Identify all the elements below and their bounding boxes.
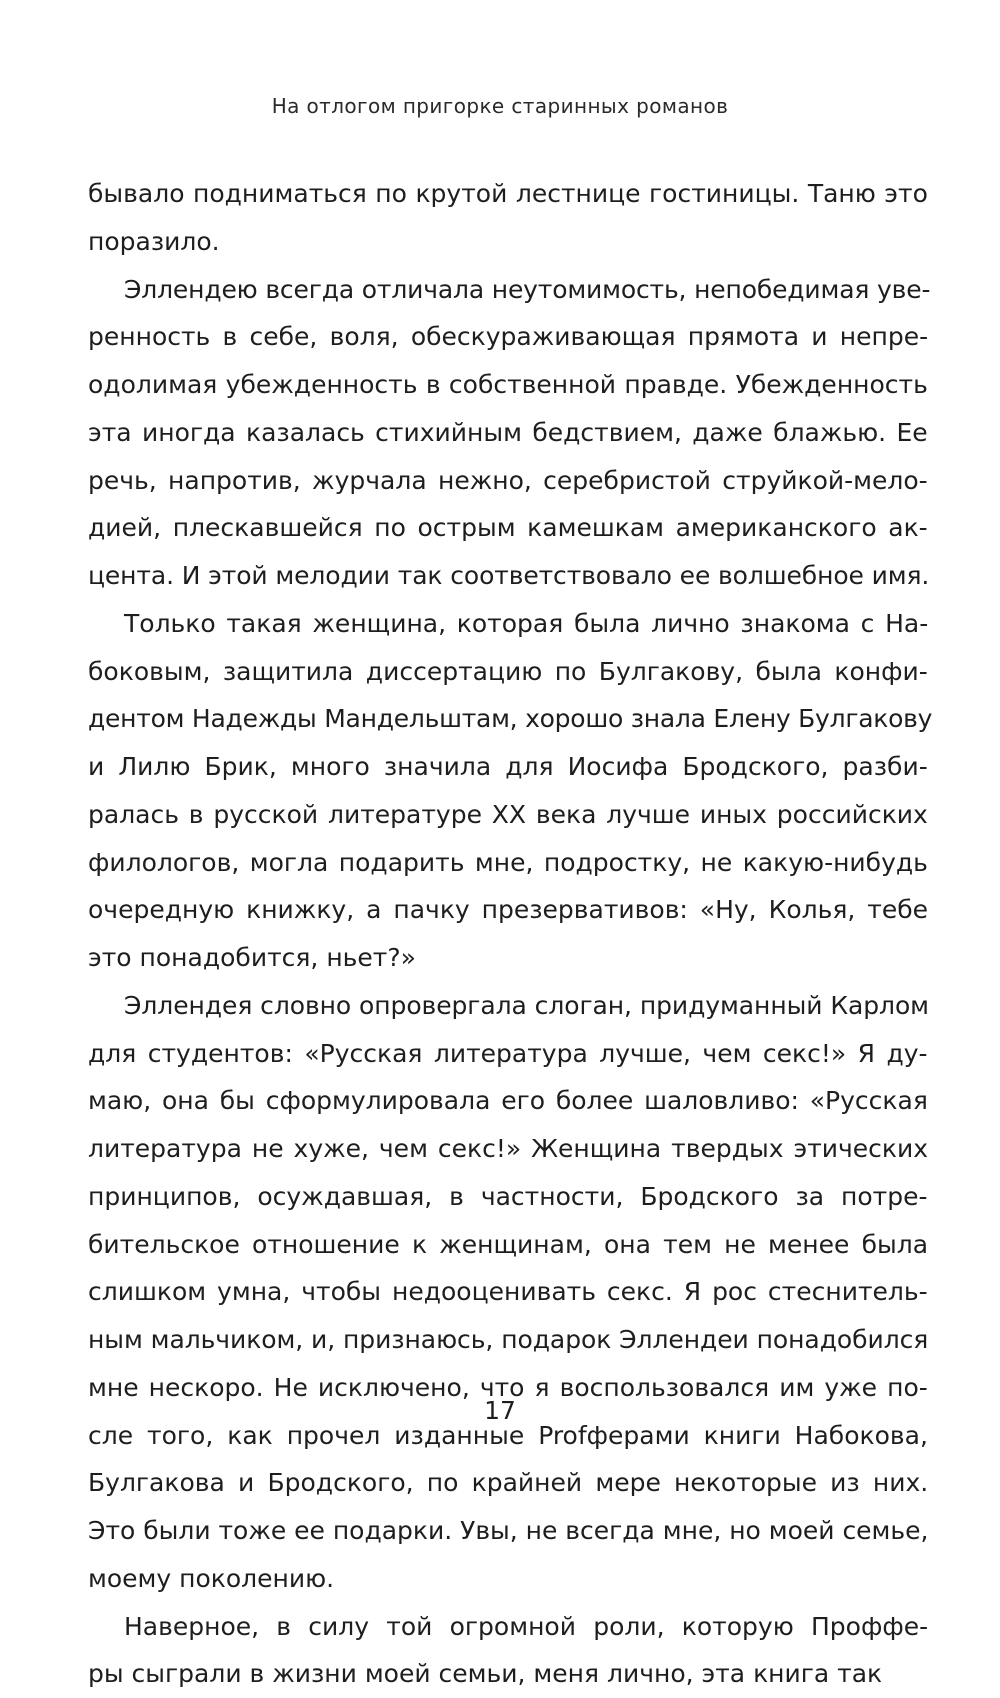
text-line: сле того, как прочел изданные Profферами книги Набокова, — [88, 1420, 928, 1450]
text-line: принципов, осуждавшая, в частности, Бродского за потре- — [88, 1181, 928, 1211]
text-line: очередную книжку, а пачку презервативов: «Ну, Колья, тебе — [88, 895, 929, 925]
text-line: для студентов: «Русская литература лучше, чем секс!» Я ду- — [88, 1038, 928, 1068]
text-line: мне нескоро. Не исключено, что я воспользовался им уже по- — [88, 1372, 928, 1402]
text-line: речь, напротив, журчала нежно, серебристой струйкой-мело- — [88, 465, 928, 495]
text-line: филологов, могла подарить мне, подростку, не какую-нибудь — [88, 847, 928, 877]
text-line: маю, она бы сформулировала его более шаловливо: «Русская — [88, 1086, 928, 1116]
text-line: дентом Надежды Мандельштам, хорошо знала Елену Булгакову — [88, 704, 933, 734]
text-line: и Лилю Брик, много значила для Иосифа Бродского, разби- — [88, 752, 928, 781]
text-line: цента. И этой мелодии так соответствовало ее волшебное имя. — [88, 561, 930, 590]
text-line: боковым, защитила диссертацию по Булгакову, была конфи- — [88, 656, 928, 686]
text-line: дией, плескавшейся по острым камешкам американского ак- — [88, 513, 928, 543]
text-line: литература не хуже, чем секс!» Женщина твердых этических — [88, 1134, 929, 1163]
text-line: Наверное, в силу той огромной роли, которую Проффе- — [124, 1611, 929, 1641]
text-line: бительское отношение к женщинам, она тем не менее была — [88, 1229, 929, 1259]
page-number: 17 — [484, 1396, 516, 1425]
text-line: бывало подниматься по крутой лестнице гостиницы. Таню это — [88, 179, 928, 208]
text-line: ры сыграли в жизни моей семьи, меня лично, эта книга так — [88, 1659, 883, 1689]
body-text — [88, 170, 933, 1698]
text-line: Эллендея словно опровергала слоган, придуманный Карлом — [124, 990, 929, 1020]
text-line: Булгакова и Бродского, по крайней мере некоторые из них. — [88, 1468, 929, 1498]
text-line: Только такая женщина, которая была лично знакома с На- — [124, 608, 929, 638]
text-line: ным мальчиком, и, признаюсь, подарок Эллендеи понадобился — [88, 1325, 929, 1354]
text-line: Это были тоже ее подарки. Увы, не всегда мне, но моей семье, — [88, 1516, 929, 1545]
running-header: На отлогом пригорке старинных романов — [271, 94, 729, 118]
text-line: ралась в русской литературе XX века лучше иных российских — [88, 799, 928, 829]
text-line: поразило. — [88, 226, 220, 256]
text-line: одолимая убежденность в собственной правде. Убежденность — [88, 370, 928, 399]
text-line: слишком умна, чтобы недооценивать секс. Я рос стеснитель- — [88, 1277, 928, 1307]
text-line: это понадобится, ньет?» — [88, 943, 416, 972]
text-line: моему поколению. — [88, 1563, 335, 1593]
text-line: Эллендею всегда отличала неутомимость, непобедимая уве- — [124, 274, 931, 304]
text-line: эта иногда казалась стихийным бедствием, даже блажью. Ее — [88, 417, 928, 447]
text-line: ренность в себе, воля, обескураживающая прямота и непре- — [88, 322, 929, 352]
